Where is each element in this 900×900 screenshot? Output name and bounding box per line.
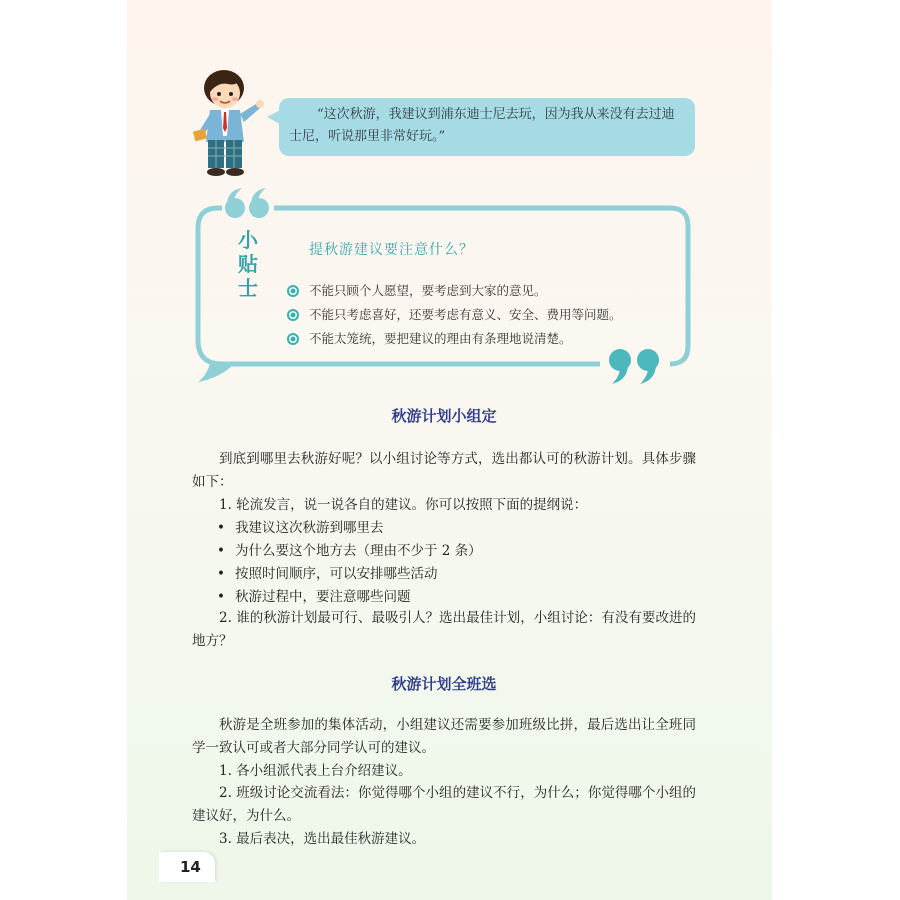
boy-illustration (188, 66, 276, 182)
section1-step2: 2. 谁的秋游计划最可行、最吸引人？选出最佳计划，小组讨论：有没有要改进的地方？ (192, 610, 696, 649)
list-item: • 按照时间顺序，可以安排哪些活动 (217, 566, 438, 582)
section2-intro: 秋游是全班参加的集体活动，小组建议还需要参加班级比拼，最后选出让全班同学一致认可或者大部分同学认可的建议。 (192, 717, 696, 756)
section-title-class-vote: 秋游计划全班选 (391, 675, 497, 693)
section-title-group-plan: 秋游计划小组定 (391, 407, 497, 425)
speech-bubble-text: “这次秋游，我建议到浦东迪士尼去玩，因为我从来没有去过迪士尼，听说那里非常好玩。” (289, 107, 675, 144)
tip-list (287, 279, 687, 351)
bullet-circle-icon (287, 285, 299, 297)
tip-question: 提秋游建议要注意什么？ (309, 242, 474, 258)
section2-step2: 2. 班级讨论交流看法：你觉得哪个小组的建议不行，为什么；你觉得哪个小组的建议好，为什么。 (192, 785, 696, 824)
tip-title-char: 贴 (238, 252, 258, 276)
list-item: • 秋游过程中，要注意哪些问题 (217, 589, 411, 605)
open-quote-icon (225, 188, 269, 218)
section1-step1: 1. 轮流发言，说一说各自的建议。你可以按照下面的提纲说： (219, 497, 588, 513)
section2-step3: 3. 最后表决，选出最佳秋游建议。 (219, 831, 426, 847)
bullet-circle-icon (287, 309, 299, 321)
section1-intro: 到底到哪里去秋游好呢？以小组讨论等方式，选出都认可的秋游计划。具体步骤如下： (192, 451, 696, 490)
page-number: 14 (180, 858, 201, 876)
tip-title-char: 小 (238, 228, 258, 252)
tip-item: 不能只顾个人愿望，要考虑到大家的意见。 (287, 279, 687, 303)
tip-item: 不能太笼统，要把建议的理由有条理地说清楚。 (287, 327, 687, 351)
list-item: • 我建议这次秋游到哪里去 (217, 520, 384, 536)
tip-title (236, 228, 260, 300)
bullet-circle-icon (287, 333, 299, 345)
tip-item: 不能只考虑喜好，还要考虑有意义、安全、费用等问题。 (287, 303, 687, 327)
list-item: • 为什么要这个地方去（理由不少于 2 条） (217, 543, 482, 559)
tip-title-char: 士 (238, 276, 258, 300)
close-quote-icon (609, 349, 659, 384)
section2-step1: 1. 各小组派代表上台介绍建议。 (219, 763, 412, 779)
